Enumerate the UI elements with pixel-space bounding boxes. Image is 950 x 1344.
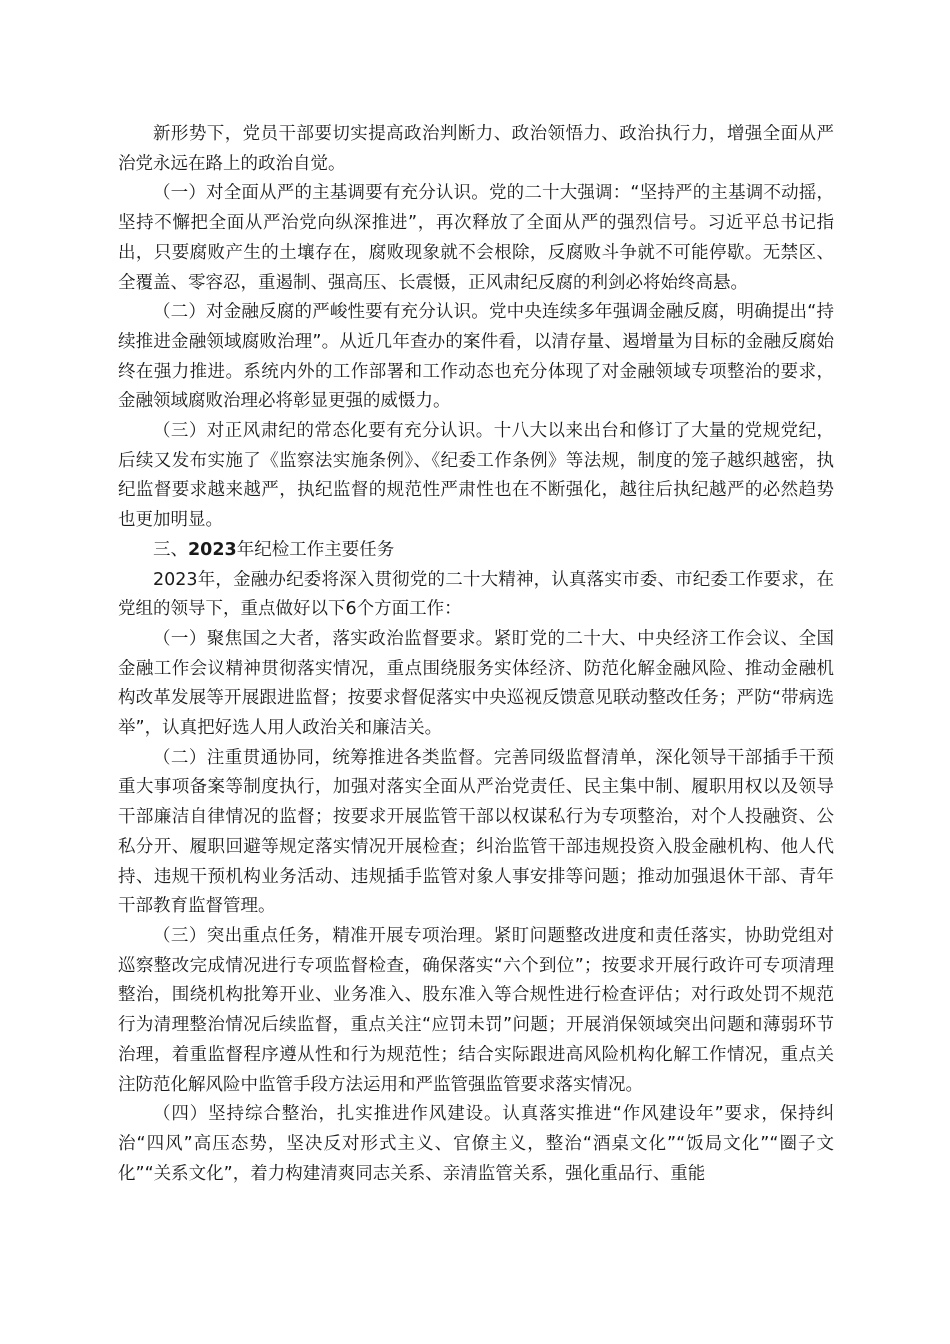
paragraph-task-4: （四）坚持综合整治，扎实推进作风建设。认真落实推进“作风建设年”要求，保持纠治“四风”高压态势，坚决反对形式主义、官僚主义，整治“酒桌文化”“饭局文化”“圈子文化”“关系文化”，着力构建清爽同志关系、亲清监管关系，强化重品行、重能 (118, 1104, 834, 1184)
paragraph-task-2: （二）注重贯通协同，统筹推进各类监督。完善同级监督清单，深化领导干部插手干预重大事项备案等制度执行，加强对落实全面从严治党责任、民主集中制、履职用权以及领导干部廉洁自律情况的监督；按要求开展监管干部以权谋私行为专项整治，对个人投融资、公私分开、履职回避等规定落实情况开展检查；纠治监管干部违规投资入股金融机构、他人代持、违规干预机构业务活动、违规插手监管对象人事安排等问题；推动加强退休干部、青年干部教育监督管理。 (118, 747, 834, 917)
section-heading-text: 年纪检工作主要任务 (236, 539, 395, 560)
section-heading (118, 536, 834, 566)
paragraph-task-3: （三）突出重点任务，精准开展专项治理。紧盯问题整改进度和责任落实，协助党组对巡察整改完成情况进行专项监督检查，确保落实“六个到位”；按要求开展行政许可专项清理整治，围绕机构批筹开业、业务准入、股东准入等合规性进行检查评估；对行政处罚不规范行为清理整治情况后续监督，重点关注“应罚未罚”问题；开展消保领域突出问题和薄弱环节治理，着重监督程序遵从性和行为规范性；结合实际跟进高风险机构化解工作情况，重点关注防范化解风险中监管手段方法运用和严监管强监管要求落实情况。 (118, 925, 834, 1095)
paragraph-intro: 新形势下，党员干部要切实提高政治判断力、政治领悟力、政治执行力，增强全面从严治党永远在路上的政治自觉。 (118, 124, 834, 174)
paragraph-tasks-intro: 2023年，金融办纪委将深入贯彻党的二十大精神，认真落实市委、市纪委工作要求，在党组的领导下，重点做好以下6个方面工作： (118, 569, 834, 620)
section-heading-prefix: 三、 (153, 539, 188, 560)
paragraph-item-1: （一）对全面从严的主基调要有充分认识。党的二十大强调：“坚持严的主基调不动摇，坚持不懈把全面从严治党向纵深推进”，再次释放了全面从严的强烈信号。习近平总书记指出，只要腐败产生的土壤存在，腐败现象就不会根除，反腐败斗争就不可能停歇。无禁区、全覆盖、零容忍，重遏制、强高压、长震慑，正风肃纪反腐的利剑必将始终高悬。 (118, 183, 834, 293)
section-heading-year: 2023 (188, 539, 237, 560)
paragraph-task-1: （一）聚焦国之大者，落实政治监督要求。紧盯党的二十大、中央经济工作会议、全国金融工作会议精神贯彻落实情况，重点围绕服务实体经济、防范化解金融风险、推动金融机构改革发展等开展跟进监督；按要求督促落实中央巡视反馈意见联动整改任务；严防“带病选举”，认真把好选人用人政治关和廉洁关。 (118, 628, 834, 739)
document-body (118, 120, 834, 1189)
paragraph-item-2: （二）对金融反腐的严峻性要有充分认识。党中央连续多年强调金融反腐，明确提出“持续推进金融领域腐败治理”。从近几年查办的案件看，以清存量、遏增量为目标的金融反腐始终在强力推进。系统内外的工作部署和工作动态也充分体现了对金融领域专项整治的要求，金融领域腐败治理必将彰显更强的威慑力。 (118, 302, 834, 412)
paragraph-item-3: （三）对正风肃纪的常态化要有充分认识。十八大以来出台和修订了大量的党规党纪，后续又发布实施了《监察法实施条例》、《纪委工作条例》等法规，制度的笼子越织越密，执纪监督要求越来越严，执纪监督的规范性严肃性也在不断强化，越往后执纪越严的必然趋势也更加明显。 (118, 421, 834, 531)
